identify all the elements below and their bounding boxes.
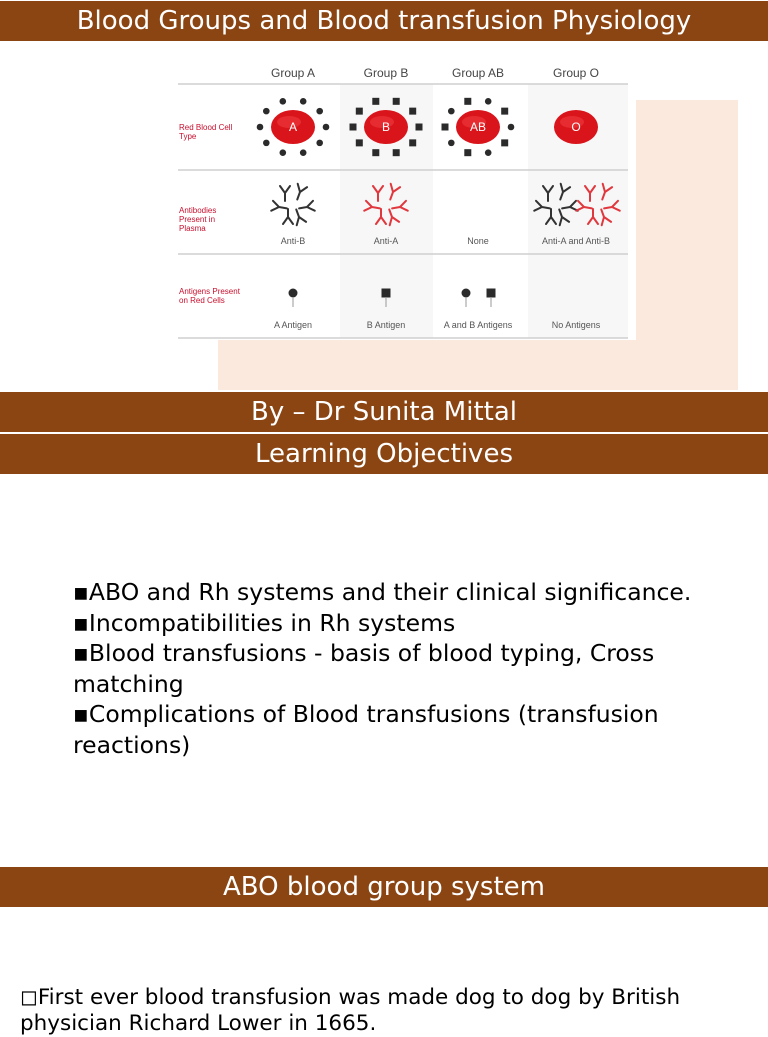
row-label: Antibodies — [179, 206, 217, 215]
author-name: By – Dr Sunita Mittal — [250, 397, 517, 427]
antigen-label: B Antigen — [366, 320, 406, 330]
objective-item: ▪ABO and Rh systems and their clinical significance. — [73, 578, 692, 606]
antigen-square — [356, 108, 363, 115]
antigen-square — [393, 149, 400, 156]
row-label: Type — [179, 132, 197, 141]
slide-title: Blood Groups and Blood transfusion Physiology — [76, 6, 692, 36]
antigen-square — [382, 289, 391, 298]
antigen-circle — [316, 108, 323, 115]
row-label: Antigens Present — [179, 287, 240, 296]
objective-item — [73, 699, 723, 760]
antigen-label: No Antigens — [551, 320, 601, 330]
antigen-label: A and B Antigens — [443, 320, 513, 330]
checkbox-bullet-icon: ◻ — [20, 985, 38, 1010]
antibody-label: None — [467, 236, 489, 246]
antigen-circle — [257, 124, 264, 131]
antigen-square — [393, 98, 400, 105]
objectives-bar — [0, 434, 768, 474]
antigen-square — [372, 149, 379, 156]
objectives-list — [73, 577, 723, 761]
abo-section-heading: ABO blood group system — [223, 872, 545, 902]
antigen-square — [487, 289, 496, 298]
antigen-square — [409, 108, 416, 115]
antigen-square — [372, 98, 379, 105]
antigen-circle — [300, 149, 307, 156]
objective-text: ▪Complications of Blood transfusions (transfusion reactions) — [73, 700, 659, 759]
objective-item — [73, 638, 723, 699]
row-label: Present in — [179, 215, 216, 224]
antigen-circle — [508, 124, 515, 131]
objectives-heading: Learning Objectives — [255, 439, 513, 469]
antigen-circle — [263, 108, 270, 115]
antigen-square — [464, 98, 471, 105]
cell-letter: B — [381, 120, 391, 134]
abo-section-bar — [0, 867, 768, 907]
objective-item: ▪Incompatibilities in Rh systems — [73, 608, 456, 637]
cell-letter: A — [288, 120, 298, 134]
antigen-square — [416, 124, 423, 131]
antigen-circle — [323, 124, 330, 131]
history-paragraph — [20, 985, 755, 1037]
antigen-circle — [485, 98, 492, 105]
title-bar — [0, 1, 768, 41]
author-bar — [0, 392, 768, 432]
cell-letter: O — [571, 120, 581, 134]
antigen-circle — [280, 98, 287, 105]
objective-text: ▪Blood transfusions - basis of blood typing, Cross matching — [73, 639, 655, 698]
row-label: Plasma — [179, 224, 206, 233]
antigen-circle — [448, 140, 455, 147]
antigen-square — [356, 139, 363, 146]
antibody-label: Anti-B — [280, 236, 306, 246]
antigen-circle — [448, 108, 455, 115]
antigen-square — [350, 124, 357, 131]
antigen-square — [501, 108, 508, 115]
antigen-circle — [280, 149, 287, 156]
antigen-square — [501, 139, 508, 146]
history-text: First ever blood transfusion was made dog to dog by British physician Richard Lower in 1665. — [20, 985, 681, 1036]
antigen-circle — [289, 289, 298, 298]
column-header: Group A — [270, 66, 316, 80]
row-label: Red Blood Cell — [179, 123, 233, 132]
antigen-square — [464, 149, 471, 156]
antigen-circle — [300, 98, 307, 105]
cell-letter: AB — [469, 120, 487, 134]
antigen-circle — [316, 140, 323, 147]
antigen-circle — [462, 289, 471, 298]
column-header: Group O — [552, 66, 600, 80]
row-label: on Red Cells — [179, 296, 225, 305]
antigen-square — [409, 139, 416, 146]
antigen-circle — [263, 140, 270, 147]
antigen-label: A Antigen — [273, 320, 313, 330]
antibody-label: Anti-A and Anti-B — [541, 236, 611, 246]
antibody-label: Anti-A — [373, 236, 399, 246]
antigen-square — [442, 124, 449, 131]
antigen-circle — [485, 149, 492, 156]
column-header: Group AB — [451, 66, 505, 80]
column-header: Group B — [363, 66, 409, 80]
blood-group-figure — [178, 60, 738, 390]
blood-group-diagram — [178, 60, 738, 390]
